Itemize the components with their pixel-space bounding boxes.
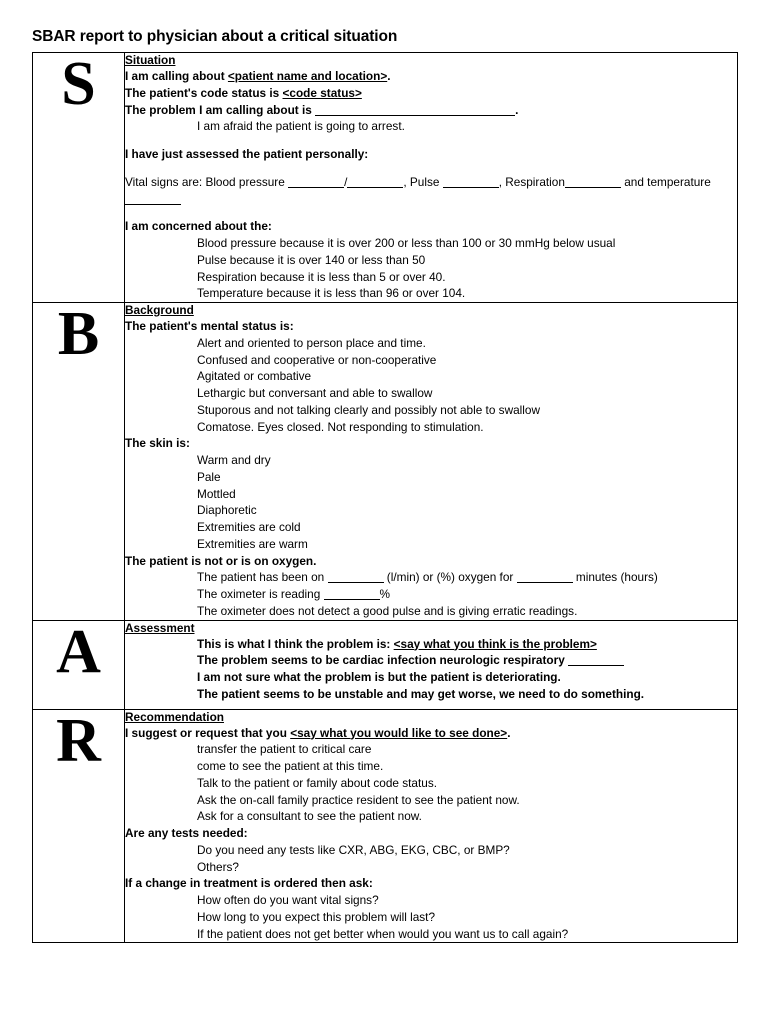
vital-bp-systolic-blank[interactable] (288, 177, 344, 188)
recommendation-item: Ask for a consultant to see the patient now. (197, 809, 422, 824)
recommendation-heading: Recommendation (125, 709, 224, 724)
assessment-problem-category-text: The problem seems to be cardiac infection neurologic respiratory (197, 653, 569, 668)
recommendation-request-post: . (507, 725, 511, 740)
situation-line-2-pre: The patient's code status is (125, 85, 283, 100)
recommendation-test-item: Do you need any tests like CXR, ABG, EKG, CBC, or BMP? (197, 842, 510, 857)
recommendation-change-item: How often do you want vital signs? (197, 893, 379, 907)
background-oxygen-label (125, 553, 737, 570)
page-title: SBAR report to physician about a critical situation (32, 28, 398, 45)
table-row-assessment (33, 620, 738, 709)
background-oxygen-minutes-blank[interactable] (517, 572, 573, 583)
vital-pulse-label: , Pulse (403, 174, 443, 189)
situation-line-4: I am afraid the patient is going to arrest. (197, 119, 405, 134)
background-oximeter-blank[interactable] (324, 589, 380, 600)
background-oxygen-mid: (l/min) or (%) oxygen for (383, 570, 517, 585)
recommendation-change-label: If a change in treatment is ordered then ask: (125, 876, 373, 891)
background-mental-item: Comatose. Eyes closed. Not responding to stimulation. (197, 419, 484, 434)
letter-r: R (33, 709, 125, 943)
situation-cell (125, 53, 738, 303)
situation-line-1-post: . (387, 69, 391, 83)
table-row-situation (33, 53, 738, 303)
vital-bp-diastolic-blank[interactable] (347, 177, 403, 188)
situation-line-1 (125, 68, 737, 85)
background-mental-label: The patient's mental status is: (125, 319, 294, 333)
background-mental-item: Confused and cooperative or non-cooperative (197, 352, 437, 367)
situation-problem-blank[interactable] (315, 104, 515, 115)
situation-line-1-pre: I am calling about (125, 69, 228, 83)
background-skin-item: Extremities are warm (197, 536, 308, 551)
spacer (125, 135, 737, 146)
sbar-table (32, 52, 738, 943)
recommendation-cell (125, 709, 738, 943)
vital-resp-blank[interactable] (565, 177, 621, 188)
spacer (125, 703, 737, 709)
assessment-unstable-line: The patient seems to be unstable and may get worse, we need to do something. (197, 686, 645, 701)
situation-assessed-line: I have just assessed the patient personally: (125, 147, 369, 161)
background-oximeter-pre: The oximeter is reading (197, 587, 324, 601)
vital-temp-label: and temperature (620, 174, 711, 189)
recommendation-item: come to see the patient at this time. (197, 759, 384, 773)
background-oximeter-post: % (379, 587, 391, 601)
table-row-recommendation (33, 709, 738, 943)
assessment-problem-pre: This is what I think the problem is: (197, 636, 394, 651)
background-mental-item: Agitated or combative (197, 369, 312, 384)
background-skin-item: Mottled (197, 486, 236, 501)
background-oxygen-duration (125, 569, 737, 586)
recommendation-item: Talk to the patient or family about code status. (197, 775, 438, 790)
spacer (125, 207, 737, 218)
background-heading: Background (125, 303, 194, 317)
vital-pulse-blank[interactable] (443, 177, 499, 188)
situation-vitals-line (125, 174, 737, 208)
situation-concerned-label: I am concerned about the: (125, 219, 272, 234)
assessment-problem-category (125, 652, 737, 669)
vital-signs-label: Vital signs are (125, 174, 199, 189)
vital-bp-label: : Blood pressure (198, 174, 289, 189)
recommendation-test-item: Others? (197, 859, 239, 874)
vital-temp-blank[interactable] (125, 193, 181, 204)
background-skin-label: The skin is: (125, 436, 190, 451)
situation-heading: Situation (125, 53, 176, 67)
situation-line-3-post: . (515, 102, 519, 117)
situation-patient-placeholder: <patient name and location> (227, 69, 388, 83)
recommendation-item: transfer the patient to critical care (197, 742, 372, 757)
background-oximeter-reading (125, 586, 737, 603)
recommendation-request-placeholder: <say what you would like to see done> (290, 725, 508, 740)
assessment-cell (125, 620, 738, 709)
background-oxygen-pre: The patient has been on (197, 570, 328, 585)
situation-code-status-placeholder: <code status> (282, 85, 362, 100)
situation-concern-resp: Respiration because it is less than 5 or over 40. (197, 269, 446, 284)
vital-resp-label: , Respiration (498, 174, 565, 189)
recommendation-change-item: How long to you expect this problem will last? (197, 909, 436, 924)
vital-slash: / (344, 174, 348, 189)
background-mental-item: Stuporous and not talking clearly and possibly not able to swallow (197, 402, 540, 417)
recommendation-request-line (125, 725, 737, 742)
background-skin-item: Extremities are cold (197, 520, 301, 534)
situation-concern-bp: Blood pressure because it is over 200 or less than 100 or 30 mmHg below usual (197, 236, 616, 250)
recommendation-tests-label: Are any tests needed: (125, 826, 248, 840)
recommendation-request-pre: I suggest or request that you (125, 725, 291, 740)
background-oxygen-post: minutes (hours) (572, 570, 658, 585)
background-skin-item: Pale (197, 469, 221, 484)
assessment-problem-placeholder: <say what you think is the problem> (393, 636, 597, 651)
background-oxygen-label-a: The patient (125, 553, 192, 568)
background-skin-item: Diaphoretic (197, 503, 257, 518)
situation-line-3-pre: The problem I am calling about is (125, 102, 316, 117)
table-row-background (33, 303, 738, 621)
spacer (125, 163, 737, 174)
letter-a: A (33, 620, 125, 709)
situation-line-3 (125, 102, 737, 119)
letter-s: S (33, 53, 125, 303)
background-oxygen-label-b: is not or is on oxygen. (191, 553, 317, 568)
letter-b: B (33, 303, 125, 621)
background-cell (125, 303, 738, 621)
recommendation-change-item: If the patient does not get better when would you want us to call again? (197, 926, 569, 941)
background-mental-item: Lethargic but conversant and able to swallow (197, 386, 433, 400)
recommendation-item: Ask the on-call family practice resident to see the patient now. (197, 792, 520, 807)
assessment-problem-other-blank[interactable] (568, 655, 624, 666)
background-oximeter-erratic: The oximeter does not detect a good pulse and is giving erratic readings. (197, 603, 578, 618)
assessment-unsure-line: I am not sure what the problem is but the patient is deteriorating. (197, 670, 561, 684)
situation-concern-pulse: Pulse because it is over 140 or less than 50 (197, 252, 426, 267)
background-oxygen-amount-blank[interactable] (328, 572, 384, 583)
assessment-problem-line (125, 636, 737, 653)
situation-concern-temp: Temperature because it is less than 96 or over 104. (197, 286, 466, 301)
situation-line-2 (125, 85, 737, 102)
background-skin-item: Warm and dry (197, 453, 271, 467)
background-mental-item: Alert and oriented to person place and time. (197, 335, 426, 350)
assessment-heading: Assessment (125, 620, 195, 635)
